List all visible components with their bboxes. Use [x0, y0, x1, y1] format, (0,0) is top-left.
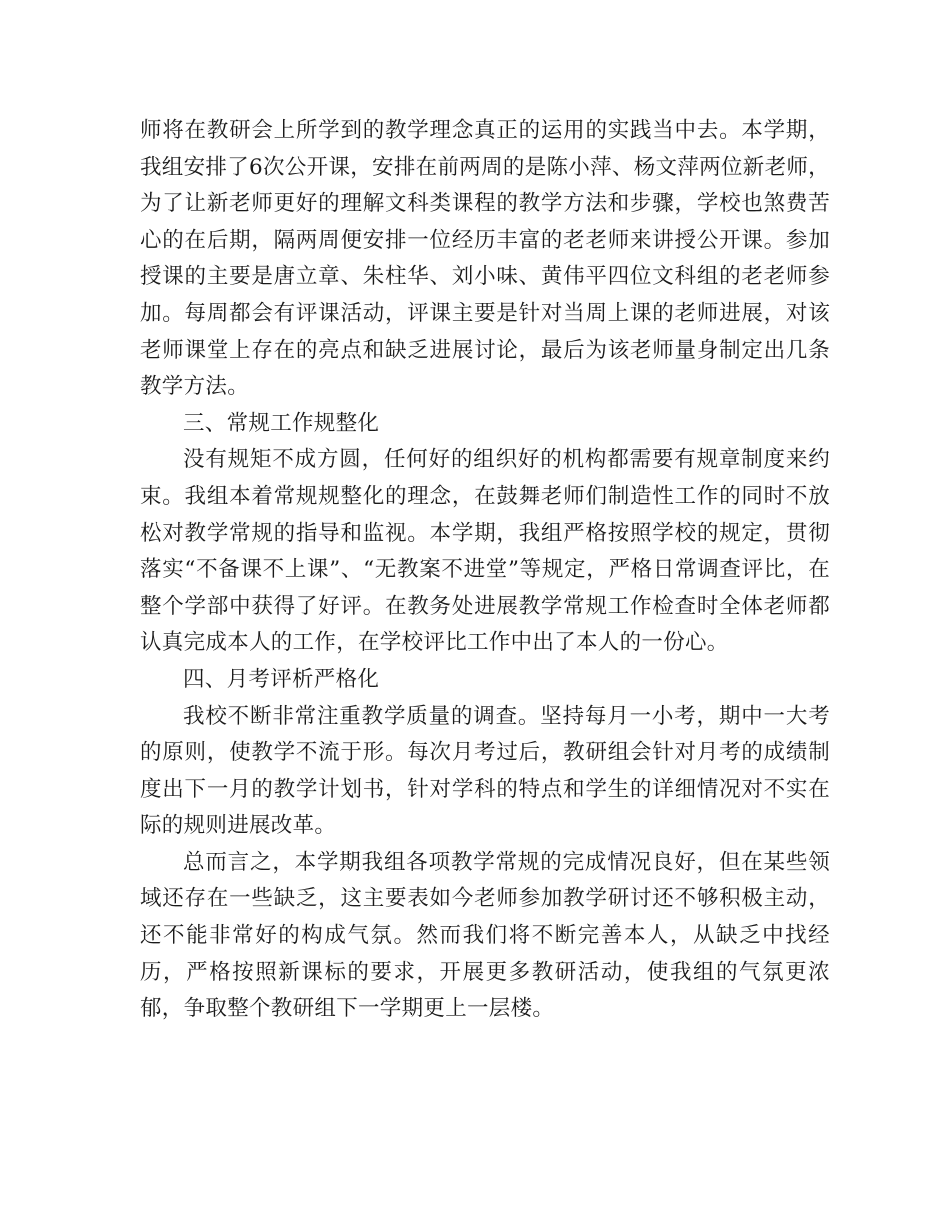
body-paragraph-routine-work: 没有规矩不成方圆，任何好的组织好的机构都需要有规章制度来约束。我组本着常规规整化的理念，在鼓舞老师们制造性工作的同时不放松对教学常规的指导和监视。本学期，我组严格按照学校的规定，贯彻落实“不备课不上课”、“无教案不进堂”等规定，严格日常调查评比，在整个学部中获得了好评。在教务处进展教学常规工作检查时全体老师都认真完成本人的工作，在学校评比工作中出了本人的一份心。 [140, 447, 830, 656]
section-heading-monthly-exam: 四、月考评析严格化 [183, 666, 380, 692]
document-body [140, 113, 830, 1028]
body-paragraph-continuation: 师将在教研会上所学到的教学理念真正的运用的实践当中去。本学期，我组安排了6次公开课，安排在前两周的是陈小萍、杨文萍两位新老师，为了让新老师更好的理解文科类课程的教学方法和步骤，学校也煞费苦心的在后期，隔两周便安排一位经历丰富的老老师来讲授公开课。参加授课的主要是唐立章、朱柱华、刘小味、黄伟平四位文科组的老老师参加。每周都会有评课活动，评课主要是针对当周上课的老师进展，对该老师课堂上存在的亮点和缺乏进展讨论，最后为该老师量身制定出几条教学方法。 [140, 118, 830, 400]
body-paragraph-summary: 总而言之，本学期我组各项教学常规的完成情况良好，但在某些领域还存在一些缺乏，这主要表如今老师参加教学研讨还不够积极主动，还不能非常好的构成气氛。然而我们将不断完善本人，从缺乏中找经历，严格按照新课标的要求，开展更多教研活动，使我组的气氛更浓郁，争取整个教研组下一学期更上一层楼。 [140, 849, 830, 1022]
body-paragraph-monthly-exam: 我校不断非常注重教学质量的调查。坚持每月一小考，期中一大考的原则，使教学不流于形。每次月考过后，教研组会针对月考的成绩制度出下一月的教学计划书，针对学科的特点和学生的详细情况对不实在际的规则进展改革。 [140, 703, 830, 839]
section-heading-routine-work: 三、常规工作规整化 [183, 410, 380, 436]
